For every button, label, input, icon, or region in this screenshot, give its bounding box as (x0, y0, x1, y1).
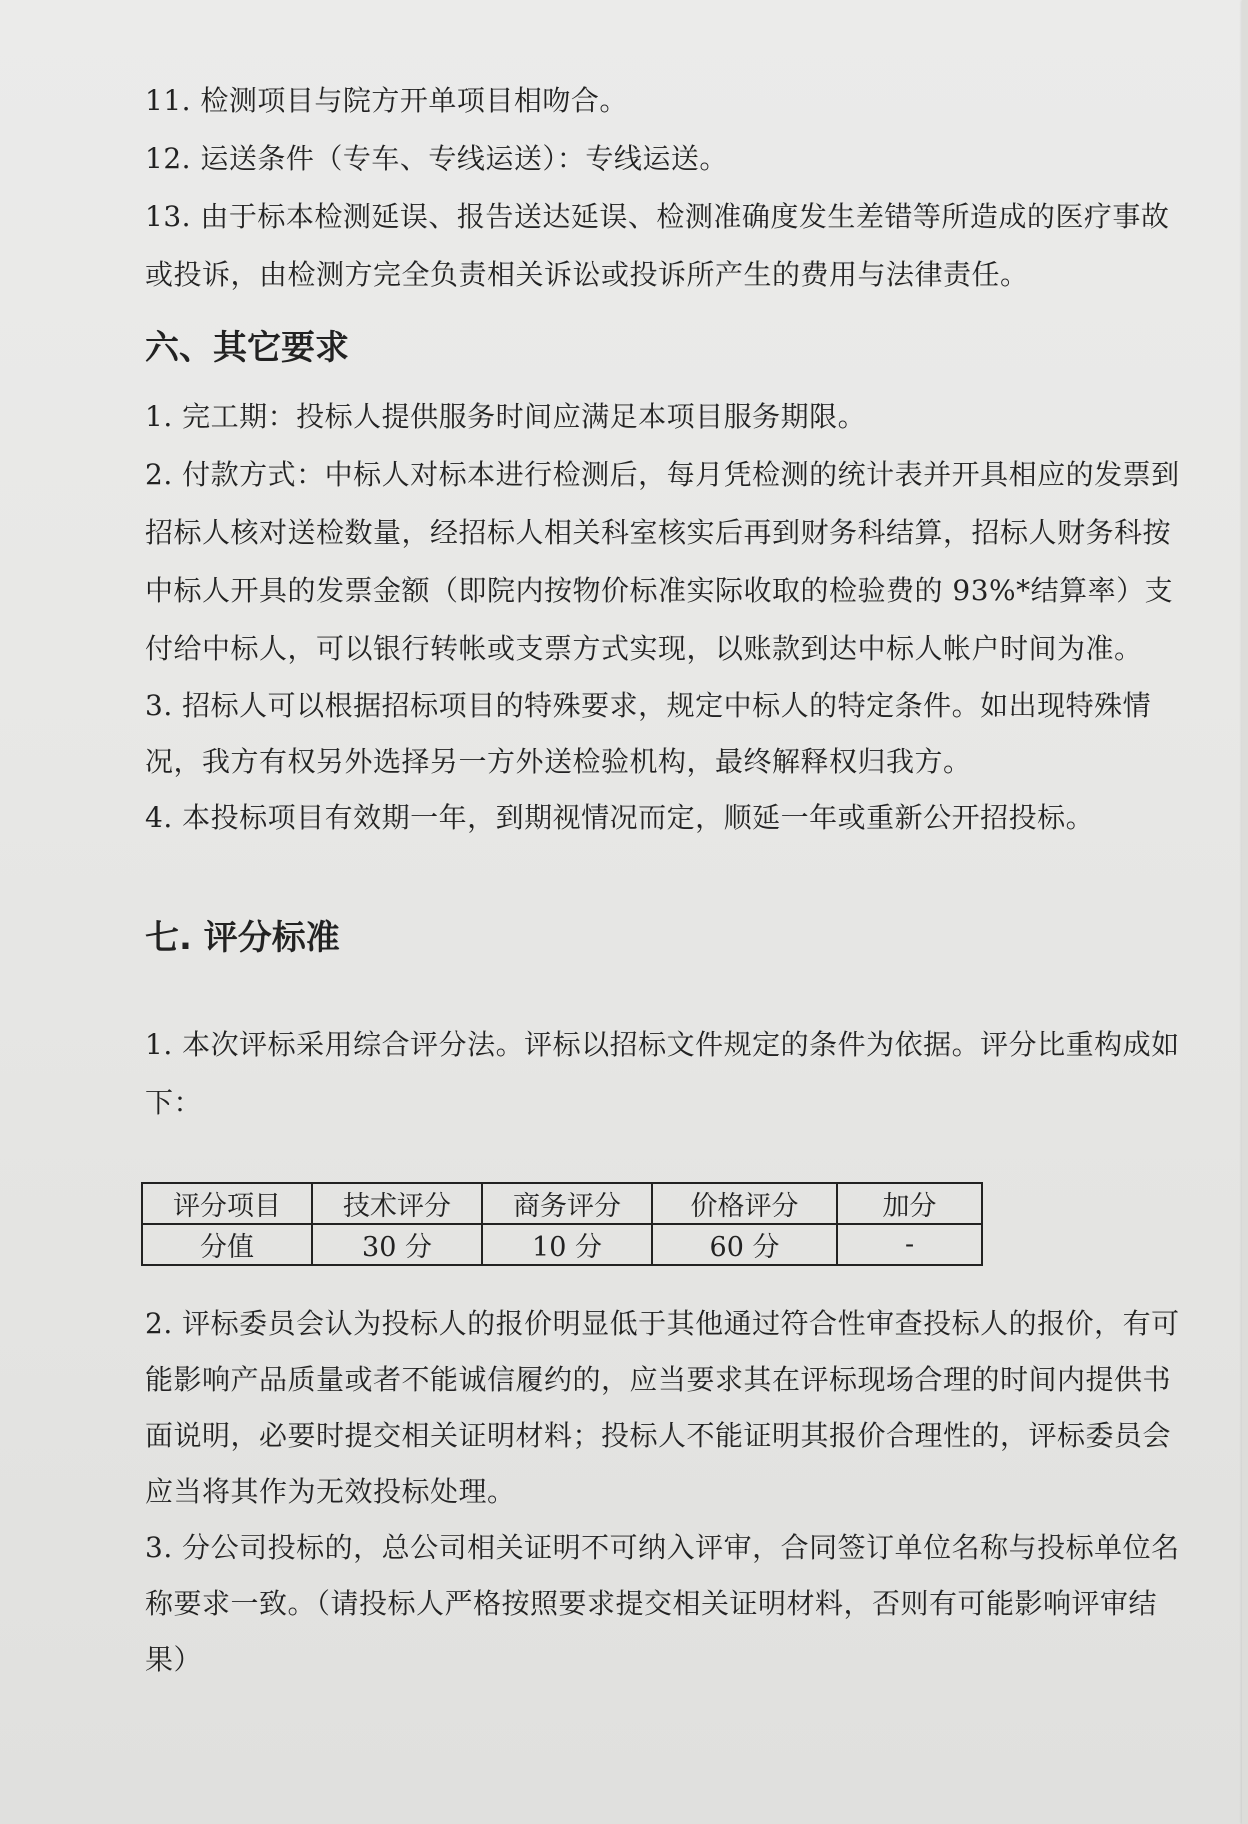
table-header-cell: 商务评分 (482, 1183, 652, 1224)
table-header-cell: 价格评分 (652, 1183, 837, 1224)
scoring-table-header-row (142, 1183, 982, 1224)
table-cell: 10 分 (482, 1224, 652, 1265)
section-6-heading: 六、其它要求 (145, 328, 349, 368)
section-7-heading: 七. 评分标准 (145, 918, 340, 958)
table-cell: - (837, 1224, 982, 1265)
section-6-item-4: 4. 本投标项目有效期一年，到期视情况而定，顺延一年或重新公开招投标。 (145, 801, 1095, 834)
section-6-item-3: 3. 招标人可以根据招标项目的特殊要求，规定中标人的特定条件。如出现特殊情况，我方有权另外选择另一方外送检验机构，最终解释权归我方。 (145, 689, 1152, 778)
section-6-item-1: 1. 完工期：投标人提供服务时间应满足本项目服务期限。 (145, 400, 867, 433)
table-cell: 60 分 (652, 1224, 837, 1265)
table-cell: 分值 (142, 1224, 312, 1265)
document-body (145, 72, 1185, 1688)
paragraph-item-12: 12. 运送条件（专车、专线运送）：专线运送。 (145, 142, 728, 175)
paragraph-item-11: 11. 检测项目与院方开单项目相吻合。 (145, 84, 628, 117)
scoring-table-value-row (142, 1224, 982, 1265)
scoring-table (141, 1182, 983, 1266)
table-header-cell: 加分 (837, 1183, 982, 1224)
paragraph-item-13: 13. 由于标本检测延误、报告送达延误、检测准确度发生差错等所造成的医疗事故或投诉，由检测方完全负责相关诉讼或投诉所产生的费用与法律责任。 (145, 200, 1170, 291)
section-6-item-2: 2. 付款方式：中标人对标本进行检测后，每月凭检测的统计表并开具相应的发票到招标人核对送检数量，经招标人相关科室核实后再到财务科结算，招标人财务科按中标人开具的发票金额（即院内按物价标准实际收取的检验费的 93%*结算率）支付给中标人，可以银行转帐或支票方式实现，以账款到达中标人帐户时间为准。 (145, 458, 1180, 665)
section-7-intro: 1. 本次评标采用综合评分法。评标以招标文件规定的条件为依据。评分比重构成如下： (145, 1028, 1180, 1119)
section-7-item-3: 3. 分公司投标的，总公司相关证明不可纳入评审，合同签订单位名称与投标单位名称要求一致。（请投标人严格按照要求提交相关证明材料，否则有可能影响评审结果） (145, 1531, 1180, 1676)
table-header-cell: 评分项目 (142, 1183, 312, 1224)
section-7-item-2: 2. 评标委员会认为投标人的报价明显低于其他通过符合性审查投标人的报价，有可能影响产品质量或者不能诚信履约的，应当要求其在评标现场合理的时间内提供书面说明，必要时提交相关证明材料；投标人不能证明其报价合理性的，评标委员会应当将其作为无效投标处理。 (145, 1307, 1180, 1508)
table-header-cell: 技术评分 (312, 1183, 482, 1224)
table-cell: 30 分 (312, 1224, 482, 1265)
